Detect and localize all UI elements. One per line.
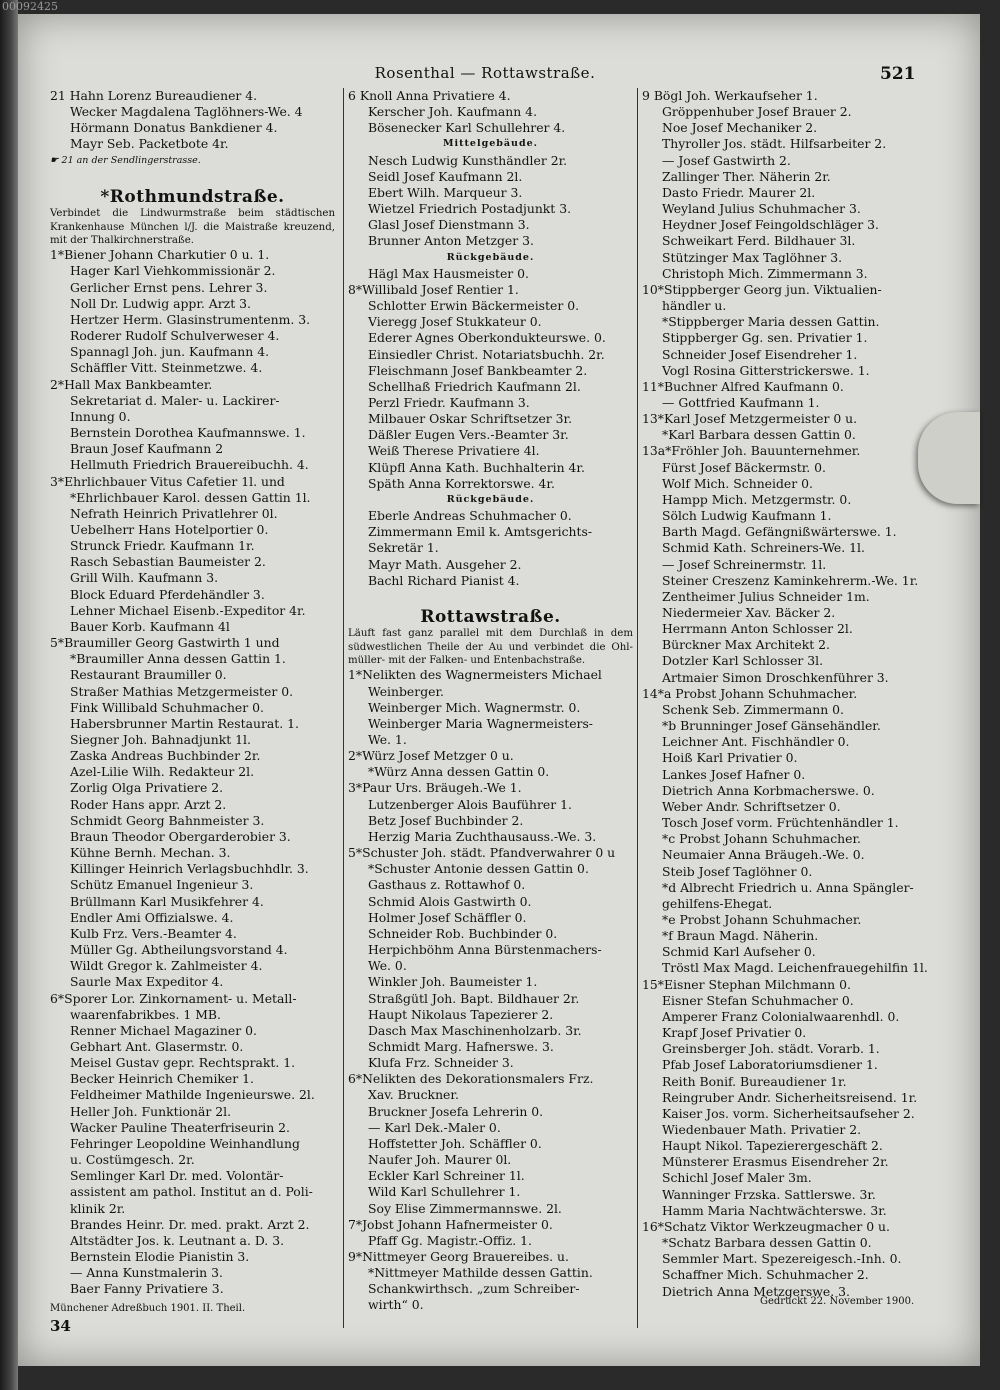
- entry: Weiß Therese Privatiere 4l.: [368, 443, 540, 459]
- entry: Siegner Joh. Bahnadjunkt 1l.: [70, 732, 251, 747]
- entry: Schneider Josef Eisendreher 1.: [662, 346, 858, 362]
- entry: klinik 2r.: [70, 1200, 126, 1216]
- entry: Semmler Mart. Spezereigesch.-Inh. 0.: [662, 1251, 902, 1267]
- entry: Fürst Josef Bäckermstr. 0.: [662, 459, 826, 475]
- entry: Pfab Josef Laboratoriumsdiener 1.: [662, 1057, 878, 1073]
- entry: Greinsberger Joh. städt. Vorarb. 1.: [662, 1041, 880, 1057]
- entry: Fehringer Leopoldine Weinhandlung: [70, 1135, 300, 1151]
- entry: 6 Knoll Anna Privatiere 4.: [348, 88, 511, 103]
- street-heading: *Rothmundstraße.: [100, 186, 285, 207]
- entry: Sekretär 1.: [368, 540, 439, 556]
- entry: Schmid Kath. Schreiners-We. 1l.: [662, 540, 865, 556]
- entry: Lankes Josef Hafner 0.: [662, 766, 806, 782]
- entry: Tröstl Max Magd. Leichenfrauegehilfin 1l.: [662, 960, 928, 976]
- entry: Hägl Max Hausmeister 0.: [368, 265, 529, 281]
- entry: Schmid Alois Gastwirth 0.: [368, 893, 532, 909]
- entry: 6*Sporer Lor. Zinkornament- u. Metall-: [50, 990, 297, 1006]
- entry: Tosch Josef vorm. Früchtenhändler 1.: [662, 815, 899, 831]
- building-subheading: Mittelgebäude.: [443, 138, 538, 150]
- entry: Altstädter Jos. k. Leutnant a. D. 3.: [70, 1232, 285, 1248]
- entry: Zimmermann Emil k. Amtsgerichts-: [368, 524, 593, 540]
- entry: *Schuster Antonie dessen Gattin 0.: [368, 861, 589, 877]
- entry: u. Costümgesch. 2r.: [70, 1152, 195, 1168]
- entry: *d Albrecht Friedrich u. Anna Spängler-: [662, 879, 914, 895]
- entry: 13a*Fröhler Joh. Bauunternehmer.: [642, 443, 861, 459]
- entry: Krapf Josef Privatier 0.: [662, 1025, 807, 1041]
- entry: Sekretariat d. Maler- u. Lackirer-: [70, 392, 280, 408]
- entry: Azel-Lilie Wilh. Redakteur 2l.: [70, 764, 255, 780]
- street-description: Verbindet die Lindwurmstraße beim städtischen Krankenhause München l/J. die Maistraße kreuzend, mit der Thalkirchnerstraße.: [50, 208, 335, 246]
- entry: Hoiß Karl Privatier 0.: [662, 750, 798, 766]
- entry: Uebelherr Hans Hotelportier 0.: [70, 521, 269, 537]
- entry: Gebhart Ant. Glasermstr. 0.: [70, 1038, 244, 1054]
- entry: Schenk Seb. Zimmermann 0.: [662, 701, 844, 717]
- entry: — Josef Gastwirth 2.: [662, 152, 791, 168]
- entry: Braun Theodor Obergarderobier 3.: [70, 828, 291, 844]
- entry: Renner Michael Magaziner 0.: [70, 1022, 257, 1038]
- entry: Innung 0.: [70, 408, 131, 424]
- entry: Glasl Josef Dienstmann 3.: [368, 217, 530, 233]
- entry: Lutzenberger Alois Bauführer 1.: [368, 796, 572, 812]
- entry: Gerlicher Ernst pens. Lehrer 3.: [70, 279, 268, 295]
- entry: Eckler Karl Schreiner 1l.: [368, 1168, 525, 1184]
- entry: Habersbrunner Martin Restaurat. 1.: [70, 715, 299, 731]
- street-heading: Rottawstraße.: [420, 607, 561, 627]
- entry: händler u.: [662, 298, 727, 314]
- entry: *Würz Anna dessen Gattin 0.: [368, 764, 550, 780]
- entry: Hertzer Herm. Glasinstrumentenm. 3.: [70, 311, 311, 327]
- entry: 8*Willibald Josef Rentier 1.: [348, 281, 519, 297]
- entry: 14*a Probst Johann Schuhmacher.: [642, 685, 858, 701]
- entry: Eberle Andreas Schuhmacher 0.: [368, 508, 572, 524]
- entry: Däßler Eugen Vers.-Beamter 3r.: [368, 427, 569, 443]
- entry: Späth Anna Korrektorswe. 4r.: [368, 475, 555, 491]
- entry: wirth“ 0.: [368, 1297, 424, 1313]
- entry: Restaurant Braumiller 0.: [70, 667, 227, 683]
- entry: Milbauer Oskar Schriftsetzer 3r.: [368, 411, 573, 427]
- entry: Klufa Frz. Schneider 3.: [368, 1055, 514, 1071]
- entry: Schellhaß Friedrich Kaufmann 2l.: [368, 378, 581, 394]
- entry: 5*Schuster Joh. städt. Pfandverwahrer 0 u: [348, 845, 616, 861]
- entry: — Gottfried Kaufmann 1.: [662, 394, 820, 410]
- building-subheading: Rückgebäude.: [446, 251, 535, 263]
- entry: Wietzel Friedrich Postadjunkt 3.: [368, 201, 572, 217]
- entry: Schaffner Mich. Schuhmacher 2.: [662, 1267, 869, 1283]
- entry: Roderer Rudolf Schulverweser 4.: [70, 328, 280, 344]
- entry: Leichner Ant. Fischhändler 0.: [662, 734, 850, 750]
- entry: Sölch Ludwig Kaufmann 1.: [662, 508, 832, 524]
- entry: Bürckner Max Architekt 2.: [662, 637, 830, 653]
- entry: Artmaier Simon Droschkenführer 3.: [662, 669, 889, 685]
- corner-mark: 00092425: [2, 0, 58, 13]
- street-description: Läuft fast ganz parallel mit dem Durchlaß in dem südwestlichen Theile der Au und verbindet die Ohl-müller- mit der Falken- und Entenbachstraße.: [348, 628, 633, 666]
- entry: Vogl Rosina Gitterstrickerswe. 1.: [662, 362, 870, 378]
- entry: Schütz Emanuel Ingenieur 3.: [70, 877, 254, 893]
- entry: Schmid Karl Aufseher 0.: [662, 944, 816, 960]
- entry: We. 1.: [368, 732, 407, 747]
- entry: Wiedenbauer Math. Privatier 2.: [662, 1122, 862, 1137]
- entry: Straßer Mathias Metzgermeister 0.: [70, 683, 294, 699]
- entry: Meisel Gustav gepr. Rechtsprakt. 1.: [70, 1055, 296, 1071]
- entry: Brunner Anton Metzger 3.: [368, 233, 534, 249]
- entry: Lehner Michael Eisenb.-Expeditor 4r.: [70, 602, 306, 618]
- entry: Christoph Mich. Zimmermann 3.: [662, 265, 868, 281]
- entry: Dotzler Karl Schlosser 3l.: [662, 653, 824, 669]
- entry: Stippberger Gg. sen. Privatier 1.: [662, 330, 868, 346]
- building-subheading: Rückgebäude.: [446, 493, 535, 505]
- entry: Killinger Heinrich Verlagsbuchhdlr. 3.: [70, 861, 309, 877]
- entry: Bösenecker Karl Schullehrer 4.: [368, 120, 566, 136]
- entry: Kulb Frz. Vers.-Beamter 4.: [70, 925, 237, 941]
- column-divider: [343, 88, 344, 1328]
- entry: Strunck Friedr. Kaufmann 1r.: [70, 538, 255, 554]
- entry: Rasch Sebastian Baumeister 2.: [70, 554, 266, 570]
- entry: Dasto Friedr. Maurer 2l.: [662, 184, 816, 200]
- entry: Münsterer Erasmus Eisendreher 2r.: [662, 1154, 889, 1170]
- entry: Ebert Wilh. Marqueur 3.: [368, 184, 523, 200]
- entry: Weinberger Mich. Wagnermstr. 0.: [368, 699, 581, 715]
- entry: Hellmuth Friedrich Brauereibuchh. 4.: [70, 457, 309, 473]
- entry: Reingruber Andr. Sicherheitsreisend. 1r.: [662, 1089, 918, 1105]
- page-number: 521: [880, 64, 916, 84]
- entry: Betz Josef Buchbinder 2.: [368, 812, 524, 828]
- entry: 7*Jobst Johann Hafnermeister 0.: [348, 1216, 553, 1232]
- page-title: Rosenthal — Rottawstraße.: [374, 64, 596, 82]
- entry: Xav. Bruckner.: [368, 1087, 459, 1103]
- entry: Bernstein Dorothea Kaufmannswe. 1.: [70, 425, 306, 441]
- entry: Brüllmann Karl Musikfehrer 4.: [70, 893, 264, 909]
- entry: Brandes Heinr. Dr. med. prakt. Arzt 2.: [70, 1216, 310, 1232]
- entry: Zentheimer Julius Schneider 1m.: [662, 588, 870, 604]
- entry: Saurle Max Expeditor 4.: [70, 974, 224, 990]
- entry: Heller Joh. Funktionär 2l.: [70, 1103, 232, 1119]
- entry: 6*Nelikten des Dekorationsmalers Frz.: [348, 1071, 594, 1087]
- entry: Zorlig Olga Privatiere 2.: [70, 780, 224, 796]
- entry: *b Brunninger Josef Gänsehändler.: [662, 718, 881, 734]
- entry: Block Eduard Pferdehändler 3.: [70, 586, 265, 602]
- entry: Wecker Magdalena Taglöhners-We. 4: [70, 104, 303, 120]
- entry: Schichl Josef Maler 3m.: [662, 1170, 812, 1186]
- entry: Mayr Math. Ausgeher 2.: [368, 556, 522, 572]
- entry: — Josef Schreinermstr. 1l.: [662, 556, 827, 572]
- entry: Müller Gg. Abtheilungsvorstand 4.: [70, 942, 288, 958]
- entry: Spannagl Joh. jun. Kaufmann 4.: [70, 344, 270, 360]
- spacer: [50, 169, 335, 185]
- entry: Bauer Korb. Kaufmann 4l: [70, 618, 230, 634]
- entry: Dietrich Anna Metzgerswe. 3.: [662, 1283, 850, 1299]
- entry: Dasch Max Maschinenholzarb. 3r.: [368, 1022, 582, 1038]
- entry: Bachl Richard Pianist 4.: [368, 572, 520, 588]
- entry: Kaiser Jos. vorm. Sicherheitsaufseher 2.: [662, 1105, 915, 1121]
- entry: Ederer Agnes Oberkondukteurswe. 0.: [368, 330, 606, 346]
- sheet-number: 34: [50, 1317, 71, 1334]
- entry: Schäffler Vitt. Steinmetzwe. 4.: [70, 360, 263, 376]
- entry: Weyland Julius Schuhmacher 3.: [662, 201, 861, 217]
- entry: Hörmann Donatus Bankdiener 4.: [70, 120, 278, 136]
- entry: Semlinger Karl Dr. med. Volontär-: [70, 1168, 284, 1184]
- entry: 21 Hahn Lorenz Bureaudiener 4.: [50, 88, 258, 103]
- entry: Eisner Stefan Schuhmacher 0.: [662, 992, 854, 1008]
- entry: Nefrath Heinrich Privatlehrer 0l.: [70, 505, 278, 521]
- entry: Wild Karl Schullehrer 1.: [368, 1184, 521, 1200]
- entry: Kühne Bernh. Mechan. 3.: [70, 845, 231, 861]
- entry: *f Braun Magd. Näherin.: [662, 928, 819, 944]
- entry: Hampp Mich. Metzgermstr. 0.: [662, 491, 852, 507]
- entry: Schankwirthsch. „zum Schreiber-: [368, 1281, 580, 1297]
- entry: Noe Josef Mechaniker 2.: [662, 120, 818, 136]
- book-binding: [0, 0, 18, 1390]
- column-2: [348, 88, 633, 1314]
- entry: Barth Magd. Gefängnißwärterswe. 1.: [662, 524, 897, 540]
- entry: Stützinger Max Taglöhner 3.: [662, 249, 843, 265]
- entry: Bernstein Elodie Pianistin 3.: [70, 1249, 250, 1264]
- entry: 10*Stippberger Georg jun. Viktualien-: [642, 281, 882, 297]
- entry: 13*Karl Josef Metzgermeister 0 u.: [642, 411, 858, 427]
- entry: Holmer Josef Schäffler 0.: [368, 909, 527, 925]
- entry: Gasthaus z. Rottawhof 0.: [368, 877, 526, 893]
- entry: Schmidt Georg Bahnmeister 3.: [70, 812, 265, 828]
- entry: Noll Dr. Ludwig appr. Arzt 3.: [70, 295, 251, 311]
- entry: 2*Würz Josef Metzger 0 u.: [348, 748, 514, 764]
- entry: *Ehrlichbauer Karol. dessen Gattin 1l.: [70, 489, 311, 505]
- entry: *Nittmeyer Mathilde dessen Gattin.: [368, 1265, 593, 1281]
- entry: 1*Nelikten des Wagnermeisters Michael: [348, 667, 602, 683]
- entry: Hamm Maria Nachtwächterswe. 3r.: [662, 1202, 887, 1218]
- cross-reference-note: ☛ 21 an der Sendlingerstrasse.: [50, 154, 201, 166]
- entry: Naufer Joh. Maurer 0l.: [368, 1152, 512, 1168]
- entry: Baer Fanny Privatiere 3.: [70, 1281, 224, 1297]
- entry: — Anna Kunstmalerin 3.: [70, 1265, 223, 1281]
- entry: assistent am pathol. Institut an d. Poli-: [70, 1184, 313, 1200]
- entry: 9 Bögl Joh. Werkaufseher 1.: [642, 88, 818, 103]
- entry: Endler Ami Offizialswe. 4.: [70, 909, 234, 925]
- entry: Hoffstetter Joh. Schäffler 0.: [368, 1135, 542, 1151]
- entry: Pfaff Gg. Magistr.-Offiz. 1.: [368, 1232, 532, 1248]
- spacer: [348, 589, 633, 605]
- entry: Klüpfl Anna Kath. Buchhalterin 4r.: [368, 459, 585, 475]
- entry: Schneider Rob. Buchbinder 0.: [368, 925, 558, 941]
- entry: Schlotter Erwin Bäckermeister 0.: [368, 298, 580, 314]
- entry: 2*Hall Max Bankbeamter.: [50, 376, 213, 392]
- entry: Straßgütl Joh. Bapt. Bildhauer 2r.: [368, 990, 580, 1006]
- entry: Herrmann Anton Schlosser 2l.: [662, 621, 853, 637]
- book-footer: Münchener Adreßbuch 1901. II. Theil.: [50, 1303, 246, 1315]
- entry: *Karl Barbara dessen Gattin 0.: [662, 427, 856, 443]
- entry: Schmidt Marg. Hafnerswe. 3.: [368, 1038, 554, 1054]
- entry: Feldheimer Mathilde Ingenieurswe. 2l.: [70, 1087, 315, 1103]
- entry: Mayr Seb. Packetbote 4r.: [70, 136, 229, 152]
- entry: Roder Hans appr. Arzt 2.: [70, 796, 227, 812]
- entry: Schweikart Ferd. Bildhauer 3l.: [662, 233, 856, 249]
- entry: Wildt Gregor k. Zahlmeister 4.: [70, 958, 263, 974]
- entry: We. 0.: [368, 958, 407, 974]
- entry: Zallinger Ther. Näherin 2r.: [662, 168, 831, 184]
- entry: *Stippberger Maria dessen Gattin.: [662, 314, 880, 330]
- entry: Dietrich Anna Korbmacherswe. 0.: [662, 782, 875, 798]
- entry: 11*Buchner Alfred Kaufmann 0.: [642, 378, 844, 394]
- column-1: [50, 88, 335, 1334]
- entry: Kerscher Joh. Kaufmann 4.: [368, 104, 538, 120]
- entry: Soy Elise Zimmermannswe. 2l.: [368, 1200, 562, 1216]
- entry: Herzig Maria Zuchthausauss.-We. 3.: [368, 828, 597, 844]
- entry: Hager Karl Viehkommissionär 2.: [70, 263, 276, 279]
- entry: 5*Braumiller Georg Gastwirth 1 und: [50, 635, 280, 651]
- entry: Perzl Friedr. Kaufmann 3.: [368, 394, 530, 410]
- entry: 1*Biener Johann Charkutier 0 u. 1.: [50, 247, 270, 263]
- entry: Becker Heinrich Chemiker 1.: [70, 1071, 254, 1087]
- entry: Haupt Nikol. Tapezierergeschäft 2.: [662, 1138, 883, 1154]
- entry: *e Probst Johann Schuhmacher.: [662, 911, 862, 927]
- entry: Bruckner Josefa Lehrerin 0.: [368, 1103, 544, 1119]
- entry: Neumaier Anna Bräugeh.-We. 0.: [662, 847, 865, 863]
- entry: Grill Wilh. Kaufmann 3.: [70, 570, 219, 586]
- entry: 3*Paur Urs. Bräugeh.-We 1.: [348, 780, 522, 796]
- entry: Vieregg Josef Stukkateur 0.: [368, 314, 542, 330]
- entry: Fink Willibald Schuhmacher 0.: [70, 699, 264, 715]
- entry: Thyroller Jos. städt. Hilfsarbeiter 2.: [662, 136, 887, 152]
- entry: Zaska Andreas Buchbinder 2r.: [70, 748, 261, 764]
- entry: Weinberger Maria Wagnermeisters-: [368, 715, 593, 731]
- entry: — Karl Dek.-Maler 0.: [368, 1119, 501, 1135]
- entry: Winkler Joh. Baumeister 1.: [368, 974, 538, 990]
- column-3: [642, 88, 932, 1300]
- entry: Herpichböhm Anna Bürstenmachers-: [368, 942, 602, 958]
- entry: Fleischmann Josef Bankbeamter 2.: [368, 362, 588, 378]
- entry: 9*Nittmeyer Georg Brauereibes. u.: [348, 1249, 569, 1264]
- entry: Niedermeier Xav. Bäcker 2.: [662, 605, 836, 620]
- entry: *Braumiller Anna dessen Gattin 1.: [70, 651, 286, 667]
- entry: Seidl Josef Kaufmann 2l.: [368, 168, 523, 184]
- entry: Gröppenhuber Josef Brauer 2.: [662, 104, 852, 120]
- entry: Wolf Mich. Schneider 0.: [662, 475, 813, 491]
- print-date: Gedruckt 22. November 1900.: [760, 1296, 915, 1307]
- entry: 3*Ehrlichbauer Vitus Cafetier 1l. und: [50, 473, 285, 489]
- entry: Wacker Pauline Theaterfriseurin 2.: [70, 1119, 290, 1135]
- column-divider: [637, 88, 638, 1328]
- entry: Weinberger.: [368, 683, 444, 699]
- entry: Braun Josef Kaufmann 2: [70, 441, 224, 457]
- entry: *c Probst Johann Schuhmacher.: [662, 831, 861, 847]
- entry: Haupt Nikolaus Tapezierer 2.: [368, 1006, 554, 1022]
- entry: Einsiedler Christ. Notariatsbuchh. 2r.: [368, 346, 605, 362]
- entry: gehilfens-Ehegat.: [662, 895, 773, 911]
- entry: 15*Eisner Stephan Milchmann 0.: [642, 976, 851, 992]
- entry: *Schatz Barbara dessen Gattin 0.: [662, 1235, 872, 1251]
- entry: Reith Bonif. Bureaudiener 1r.: [662, 1073, 847, 1089]
- entry: Steib Josef Taglöhner 0.: [662, 863, 813, 879]
- entry: 16*Schatz Viktor Werkzeugmacher 0 u.: [642, 1218, 890, 1234]
- entry: waarenfabrikbes. 1 MB.: [70, 1006, 221, 1022]
- entry: Heydner Josef Feingoldschläger 3.: [662, 217, 879, 233]
- entry: Steiner Creszenz Kaminkehrerm.-We. 1r.: [662, 572, 919, 588]
- entry: Nesch Ludwig Kunsthändler 2r.: [368, 152, 568, 168]
- entry: Weber Andr. Schriftsetzer 0.: [662, 798, 841, 814]
- entry: Wanninger Frzska. Sattlerswe. 3r.: [662, 1186, 876, 1202]
- entry: Amperer Franz Colonialwaarenhdl. 0.: [662, 1008, 900, 1024]
